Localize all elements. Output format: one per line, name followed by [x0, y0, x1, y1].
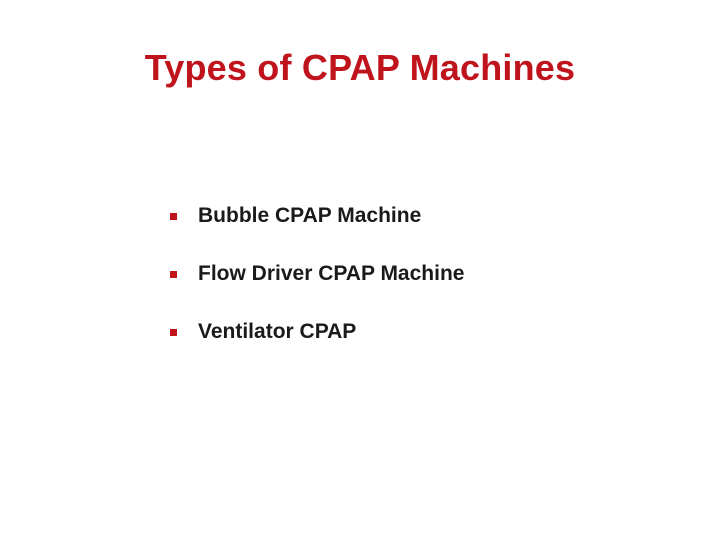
- square-bullet-icon: [170, 329, 177, 336]
- bullet-item: [166, 254, 464, 294]
- square-bullet-icon: [170, 271, 177, 278]
- bullet-list: [166, 196, 464, 370]
- bullet-text: Flow Driver CPAP Machine: [198, 262, 465, 285]
- bullet-item: [166, 312, 464, 352]
- square-bullet-icon: [170, 213, 177, 220]
- bullet-text: Bubble CPAP Machine: [198, 204, 422, 227]
- bullet-text: Ventilator CPAP: [198, 320, 357, 343]
- bullet-item: [166, 196, 464, 236]
- slide-title: Types of CPAP Machines: [144, 47, 576, 88]
